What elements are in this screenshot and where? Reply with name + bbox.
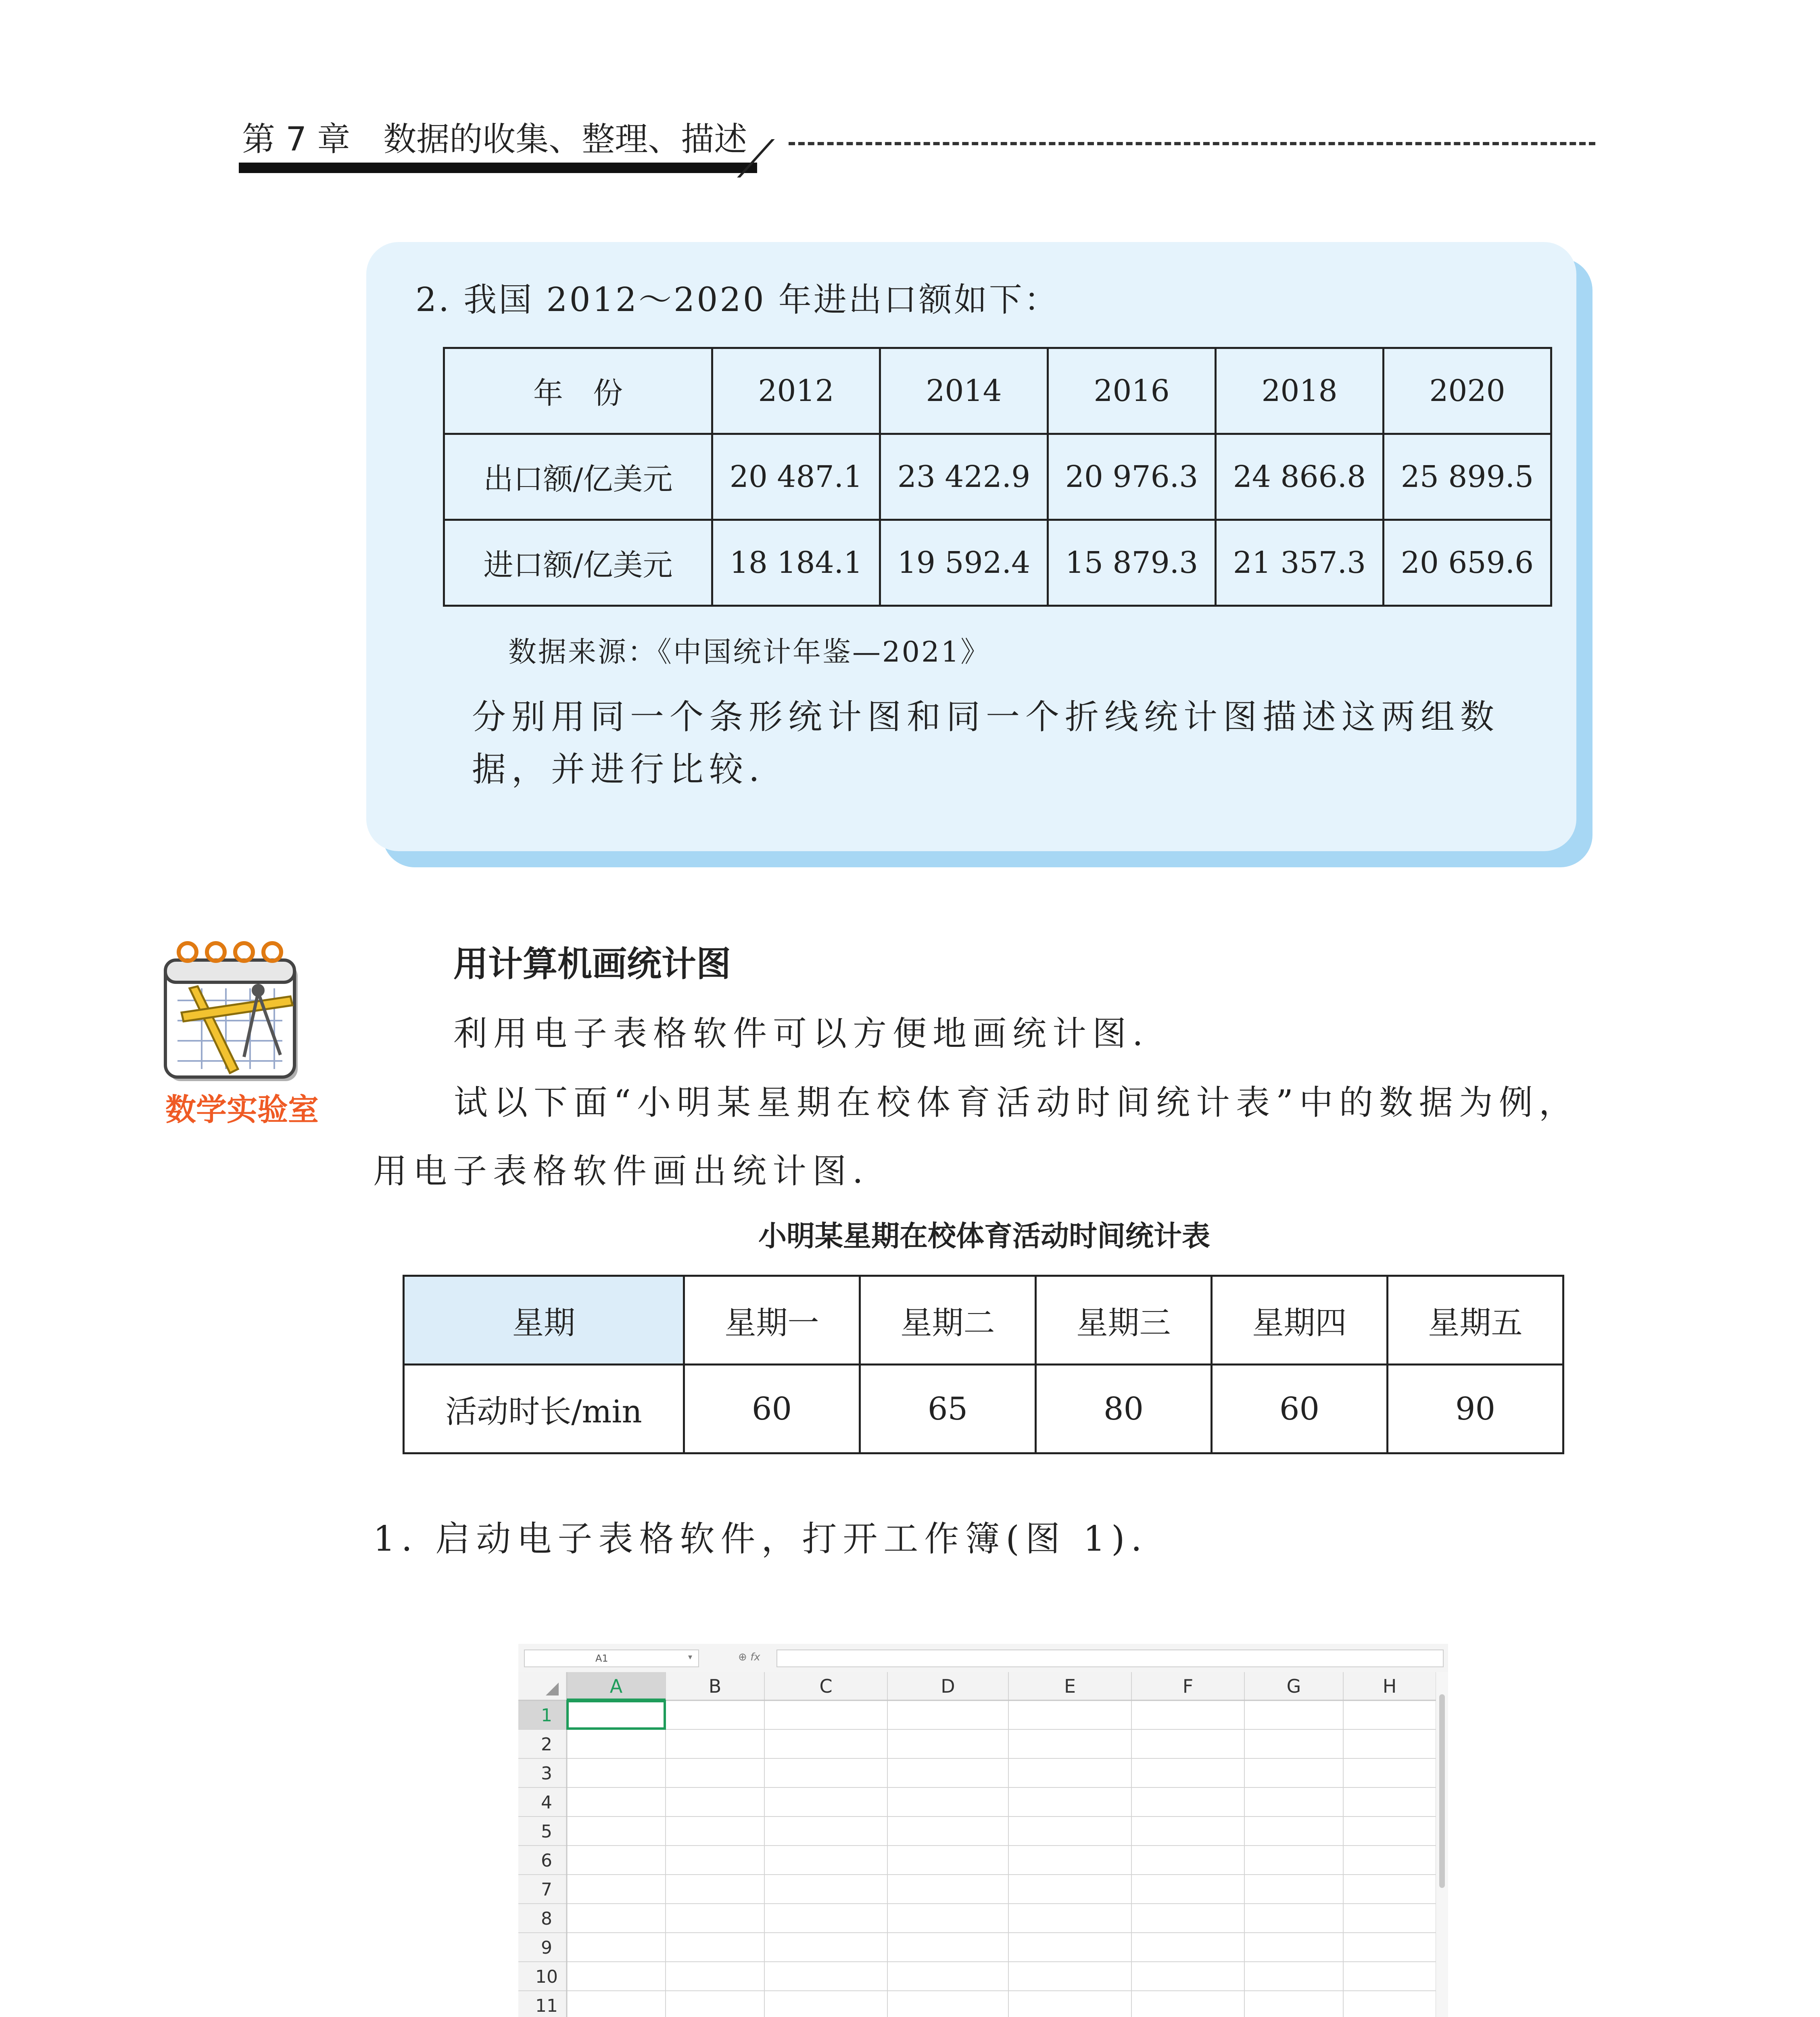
spreadsheet-window: [518, 1644, 1448, 2017]
row-header[interactable]: 5: [541, 1821, 552, 1842]
formula-bar: [518, 1644, 1448, 1673]
table-cell: 2012: [712, 348, 880, 434]
trade-table: [443, 347, 1552, 607]
table-cell: 星期四: [1212, 1276, 1388, 1365]
column-header[interactable]: C: [819, 1675, 833, 1697]
formula-icons: [738, 1651, 760, 1663]
table-row-label: 出口额/亿美元: [444, 434, 712, 520]
fx-icon[interactable]: fx: [750, 1651, 760, 1663]
row-header[interactable]: 8: [541, 1908, 552, 1929]
row-header[interactable]: 7: [541, 1879, 552, 1900]
lab-paragraph-2: 试以下面“小明某星期在校体育活动时间统计表”中的数据为例，用电子表格软件画出统计图.: [373, 1083, 1579, 1191]
table-cell: 2020: [1384, 348, 1551, 434]
table-row: [444, 434, 1551, 520]
header-underline: [239, 163, 757, 173]
activity-table: [403, 1275, 1564, 1454]
header-dashed-rule: [789, 142, 1595, 145]
table-cell: 25 899.5: [1384, 434, 1551, 520]
lab-title: 用计算机画统计图: [453, 944, 731, 984]
row-header[interactable]: 9: [541, 1938, 552, 1958]
table-cell: 星期三: [1036, 1276, 1212, 1365]
row-header[interactable]: 4: [541, 1792, 552, 1813]
table-cell: 23 422.9: [880, 434, 1048, 520]
table-cell: 80: [1036, 1365, 1212, 1453]
math-lab-label: 数学实验室: [165, 1092, 319, 1128]
row-header[interactable]: 1: [541, 1705, 552, 1726]
table-cell: 15 879.3: [1048, 520, 1216, 606]
table-row-label: 活动时长/min: [404, 1365, 684, 1453]
table-cell: 20 976.3: [1048, 434, 1216, 520]
table-row-label: 进口额/亿美元: [444, 520, 712, 606]
chevron-down-icon[interactable]: ▾: [688, 1652, 693, 1662]
table-row: [444, 348, 1551, 434]
table-cell: 2018: [1216, 348, 1384, 434]
row-header[interactable]: 3: [541, 1763, 552, 1784]
data-source: 数据来源：《中国统计年鉴—2021》: [508, 635, 991, 668]
table-cell: 19 592.4: [880, 520, 1048, 606]
column-header[interactable]: F: [1182, 1675, 1194, 1697]
table-cell: 24 866.8: [1216, 434, 1384, 520]
selected-cell-a1[interactable]: [568, 1701, 665, 1729]
table-cell: 18 184.1: [712, 520, 880, 606]
column-header[interactable]: G: [1286, 1675, 1301, 1697]
row-header[interactable]: 10: [535, 1967, 558, 1987]
step-1-text: 1. 启动电子表格软件，打开工作簿(图 1).: [373, 1519, 1148, 1559]
name-box[interactable]: [524, 1650, 699, 1667]
exercise-instruction: 分别用同一个条形统计图和同一个折线统计图描述这两组数据，并进行比较.: [472, 697, 1500, 789]
name-box-value: A1: [595, 1653, 608, 1664]
table-cell: 21 357.3: [1216, 520, 1384, 606]
table-cell: 星期二: [860, 1276, 1036, 1365]
table-cell: 20 487.1: [712, 434, 880, 520]
column-header[interactable]: D: [941, 1675, 955, 1697]
table-cell: 2014: [880, 348, 1048, 434]
grid-svg: [518, 1672, 1448, 2017]
math-lab-badge: [157, 936, 327, 1128]
table-row: [404, 1365, 1563, 1453]
formula-input[interactable]: [776, 1650, 1444, 1667]
zoom-icon[interactable]: ⊕: [738, 1651, 747, 1663]
table-cell: 20 659.6: [1384, 520, 1551, 606]
table-cell: 90: [1388, 1365, 1563, 1453]
column-header[interactable]: E: [1064, 1675, 1076, 1697]
table-header-label: 年 份: [444, 348, 712, 434]
table-cell: 星期五: [1388, 1276, 1563, 1365]
column-header[interactable]: A: [609, 1675, 623, 1697]
table-cell: 60: [684, 1365, 860, 1453]
table-header-label: 星期: [404, 1276, 684, 1365]
column-header[interactable]: B: [708, 1675, 722, 1697]
table-row: [444, 520, 1551, 606]
table-cell: 星期一: [684, 1276, 860, 1365]
chapter-title: 第 7 章 数据的收集、整理、描述: [242, 120, 747, 159]
row-header[interactable]: 2: [541, 1734, 552, 1755]
table-cell: 60: [1212, 1365, 1388, 1453]
table-cell: 2016: [1048, 348, 1216, 434]
table-row: [404, 1276, 1563, 1365]
cell-grid[interactable]: [518, 1672, 1448, 2017]
exercise-title: 2. 我国 2012～2020 年进出口额如下：: [415, 281, 1059, 319]
vertical-scroll-thumb[interactable]: [1439, 1694, 1445, 1888]
row-header[interactable]: 11: [535, 1996, 558, 2016]
row-header[interactable]: 6: [541, 1850, 552, 1871]
table-cell: 65: [860, 1365, 1036, 1453]
lab-paragraph-1: 利用电子表格软件可以方便地画统计图.: [453, 1014, 1149, 1053]
column-header[interactable]: H: [1382, 1675, 1397, 1697]
activity-table-caption: 小明某星期在校体育活动时间统计表: [758, 1219, 1210, 1253]
